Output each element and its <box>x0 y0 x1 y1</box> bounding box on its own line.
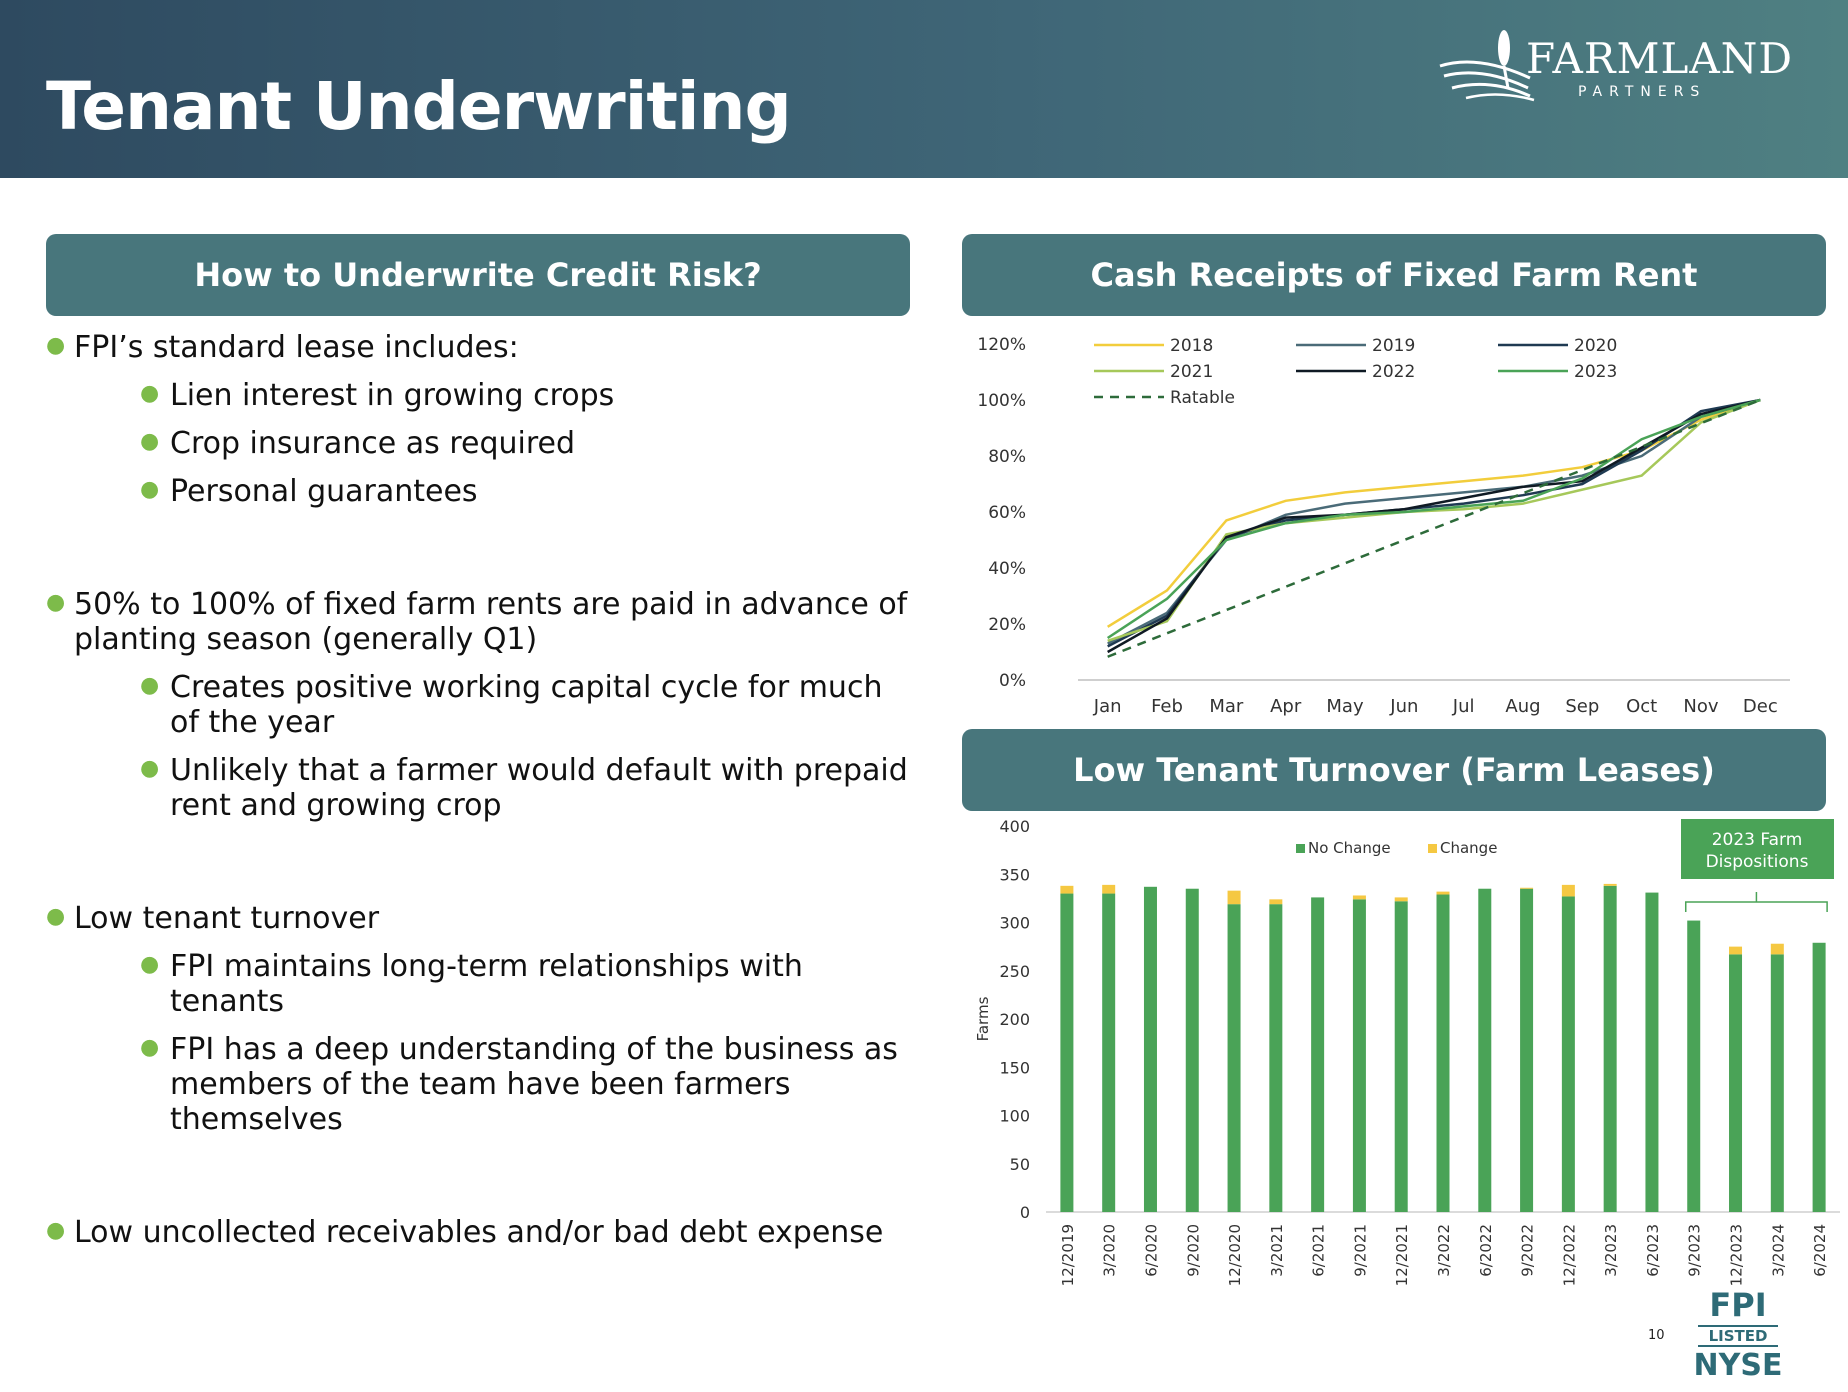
bar-no-change <box>1144 887 1157 1212</box>
x-tick-label: Jun <box>1390 696 1419 717</box>
page-number: 10 <box>1648 1328 1665 1343</box>
x-tick-label: Nov <box>1683 696 1719 717</box>
bar-no-change <box>1395 901 1408 1212</box>
page-title: Tenant Underwriting <box>46 68 791 145</box>
y-tick-label: 350 <box>999 865 1030 885</box>
x-tick-label: 12/2023 <box>1727 1224 1746 1287</box>
x-tick-label: 12/2021 <box>1393 1224 1412 1287</box>
x-tick-label: 3/2020 <box>1100 1224 1119 1277</box>
x-tick-label: 6/2022 <box>1476 1224 1495 1277</box>
bullet-list <box>44 330 914 1250</box>
bullet-item: ● 50% to 100% of fixed farm rents are paid in advance of planting season (generally Q1) <box>46 587 908 657</box>
bullet-dot-icon: ● <box>140 673 160 698</box>
bar-change <box>1102 885 1115 894</box>
x-tick-label: Oct <box>1626 696 1658 717</box>
bar-no-change <box>1520 889 1533 1212</box>
bar-change <box>1520 888 1533 889</box>
bar-change <box>1437 892 1450 895</box>
x-tick-label: Sep <box>1565 696 1600 717</box>
bar-no-change <box>1562 896 1575 1212</box>
turnover-heading: Low Tenant Turnover (Farm Leases) <box>962 729 1826 811</box>
x-tick-label: Mar <box>1209 696 1244 717</box>
legend-label: 2023 <box>1574 362 1618 382</box>
x-tick-label: 3/2023 <box>1602 1224 1621 1277</box>
y-tick-label: 60% <box>988 503 1026 523</box>
bar-change <box>1269 899 1282 904</box>
legend-label: 2021 <box>1170 362 1214 382</box>
nyse-label: NYSE <box>1693 1348 1783 1383</box>
series-line-ratable <box>1108 400 1761 657</box>
x-tick-label: May <box>1326 696 1364 717</box>
logo-subtitle: PARTNERS <box>1578 84 1707 100</box>
bullet-dot-icon: ● <box>140 756 160 781</box>
y-tick-label: 100% <box>977 391 1026 411</box>
x-tick-label: Jan <box>1093 696 1122 717</box>
x-tick-label: Apr <box>1270 696 1302 717</box>
bullet-dot-icon: ● <box>140 952 160 977</box>
fpi-ticker: FPI <box>1709 1286 1767 1324</box>
cash-receipts-line-chart <box>960 322 1848 732</box>
bullet-dot-icon: ● <box>46 333 66 358</box>
fpi-nyse-badge <box>1690 1287 1786 1383</box>
bullet-dot-icon: ● <box>46 904 66 929</box>
bullet-item: ● FPI’s standard lease includes: <box>46 330 519 365</box>
bar-no-change <box>1771 954 1784 1212</box>
bar-no-change <box>1269 904 1282 1212</box>
annotation-label: 2023 Farm <box>1711 830 1803 850</box>
legend-label: 2020 <box>1574 336 1618 356</box>
logo-wordmark: FARMLAND <box>1526 34 1794 83</box>
tenant-turnover-bar-chart <box>960 812 1848 1322</box>
legend-label: 2019 <box>1372 336 1416 356</box>
bullet-dot-icon: ● <box>46 590 66 615</box>
x-tick-label: 3/2022 <box>1435 1224 1453 1277</box>
y-tick-label: 250 <box>999 961 1030 981</box>
sub-bullet-item: ● Crop insurance as required <box>140 426 576 461</box>
bullet-dot-icon: ● <box>140 477 160 502</box>
x-tick-label: 9/2020 <box>1184 1224 1203 1277</box>
bar-no-change <box>1478 889 1491 1212</box>
bar-no-change <box>1437 895 1450 1212</box>
sub-bullet-item: ● Personal guarantees <box>140 474 478 509</box>
left-panel-heading: How to Underwrite Credit Risk? <box>46 234 910 316</box>
legend-label: Change <box>1440 839 1498 857</box>
bullet-dot-icon: ● <box>140 429 160 454</box>
bar-change <box>1604 884 1617 886</box>
bullet-dot-icon: ● <box>46 1218 66 1243</box>
bar-no-change <box>1228 904 1241 1212</box>
x-tick-label: 3/2024 <box>1769 1224 1788 1277</box>
series-line-2018 <box>1108 400 1761 627</box>
bullet-item: ● Low uncollected receivables and/or bad debt expense <box>46 1215 884 1250</box>
bar-no-change <box>1687 921 1700 1212</box>
sub-bullet-item: ● Unlikely that a farmer would default with prepaid rent and growing crop <box>140 753 908 823</box>
legend-label: No Change <box>1308 839 1391 857</box>
y-tick-label: 40% <box>988 559 1026 579</box>
x-tick-label: 12/2019 <box>1058 1224 1077 1287</box>
x-tick-label: Feb <box>1151 696 1183 717</box>
x-tick-label: 9/2022 <box>1518 1224 1537 1277</box>
x-tick-label: 12/2020 <box>1226 1224 1245 1287</box>
y-tick-label: 0 <box>1019 1203 1030 1222</box>
annotation-label: Dispositions <box>1705 852 1809 872</box>
sub-bullet-item: ● FPI maintains long-term relationships with tenants <box>140 949 803 1019</box>
y-tick-label: 120% <box>977 335 1026 355</box>
bar-no-change <box>1353 899 1366 1212</box>
y-tick-label: 20% <box>988 615 1026 635</box>
sub-bullet-item: ● FPI has a deep understanding of the business as members of the team have been farmers themselves <box>140 1032 898 1137</box>
y-tick-label: 0% <box>999 671 1026 691</box>
x-tick-label: Dec <box>1742 696 1778 717</box>
y-tick-label: 150 <box>999 1058 1030 1078</box>
bar-change <box>1562 885 1575 897</box>
bar-no-change <box>1604 886 1617 1212</box>
bar-no-change <box>1186 889 1199 1212</box>
legend-swatch <box>1428 844 1437 853</box>
x-tick-label: 6/2023 <box>1643 1224 1662 1277</box>
cash-receipts-heading: Cash Receipts of Fixed Farm Rent <box>962 234 1826 316</box>
bullet-dot-icon: ● <box>140 1035 160 1060</box>
wheat-swoosh-icon <box>1438 26 1538 116</box>
annotation-bracket <box>1686 902 1827 912</box>
bar-change <box>1353 895 1366 899</box>
sub-bullet-item: ● Creates positive working capital cycle for much of the year <box>140 670 883 740</box>
y-tick-label: 400 <box>999 817 1030 836</box>
y-tick-label: 200 <box>999 1010 1030 1029</box>
bullet-item: ● Low tenant turnover <box>46 901 380 936</box>
x-tick-label: 9/2023 <box>1685 1224 1704 1277</box>
x-tick-label: 12/2022 <box>1560 1224 1579 1287</box>
x-tick-label: 6/2024 <box>1811 1224 1830 1277</box>
bar-no-change <box>1645 893 1658 1212</box>
legend-label: Ratable <box>1170 388 1235 408</box>
bar-change <box>1729 947 1742 955</box>
farmland-partners-logo <box>1438 26 1794 122</box>
bar-no-change <box>1729 954 1742 1212</box>
y-tick-label: 300 <box>999 913 1030 933</box>
x-tick-label: 6/2021 <box>1309 1224 1328 1277</box>
y-tick-label: 80% <box>988 447 1026 467</box>
bar-change <box>1060 886 1073 894</box>
x-tick-label: 9/2021 <box>1351 1224 1370 1277</box>
listed-label: LISTED <box>1698 1325 1778 1347</box>
header-banner <box>0 0 1848 178</box>
y-axis-label: Farms <box>974 996 992 1042</box>
x-tick-label: Jul <box>1452 696 1475 717</box>
bullet-dot-icon: ● <box>140 381 160 406</box>
legend-label: 2018 <box>1170 336 1214 356</box>
sub-bullet-item: ● Lien interest in growing crops <box>140 378 615 413</box>
bar-no-change <box>1311 897 1324 1212</box>
bar-no-change <box>1813 943 1826 1212</box>
bar-no-change <box>1102 894 1115 1212</box>
y-tick-label: 50 <box>1009 1154 1030 1174</box>
x-tick-label: Aug <box>1505 696 1541 717</box>
bar-change <box>1395 897 1408 901</box>
bar-no-change <box>1060 894 1073 1212</box>
legend-swatch <box>1296 844 1305 853</box>
x-tick-label: 6/2020 <box>1142 1224 1161 1277</box>
x-tick-label: 3/2021 <box>1267 1224 1286 1277</box>
y-tick-label: 100 <box>999 1106 1030 1126</box>
bar-change <box>1228 891 1241 905</box>
legend-label: 2022 <box>1372 362 1416 382</box>
bar-change <box>1771 944 1784 955</box>
